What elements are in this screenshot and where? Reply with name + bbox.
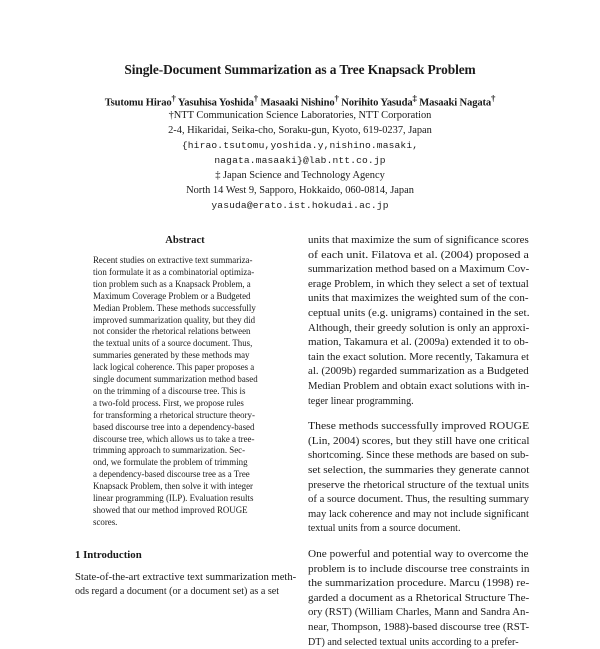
text-line: a dependency-based discourse tree as a Tree xyxy=(93,469,250,480)
text-line: of each unit. Filatova et al. (2004) proposed a xyxy=(308,249,529,261)
text-line: not consider the rhetorical relations between xyxy=(93,326,251,337)
text-line: DT) and selected textual units according to a prefer- xyxy=(308,636,519,648)
text-line: textual units from a source document. xyxy=(308,523,461,535)
text-line: based discourse tree into a dependency-based xyxy=(93,421,255,432)
text-line: problem is to include discourse tree constraints in xyxy=(308,563,530,575)
text-line: discourse tree, which allows us to take a tree- xyxy=(93,433,255,444)
text-line: showed that our method improved ROUGE xyxy=(93,504,248,515)
text-line: One powerful and potential way to overcome the xyxy=(308,548,529,560)
author-mark: † xyxy=(253,93,258,103)
text-line: These methods successfully improved ROUGE xyxy=(308,421,530,433)
text-line: units that maximizes the weighted sum of the con- xyxy=(308,293,529,305)
author-name: Tsutomu Hirao xyxy=(104,97,172,109)
text-line: linear programming (ILP). Evaluation results xyxy=(93,493,254,503)
author-mark: † xyxy=(171,93,176,103)
text-line: mation, Takamura et al. (2009a) extended it to ob- xyxy=(308,337,529,349)
affiliation-2-email: yasuda@erato.ist.hokudai.ac.jp xyxy=(211,200,389,211)
text-line: tion problem such as a Knapsack Problem, a xyxy=(93,278,251,289)
text-line: erage Problem, in which they select a set of textual xyxy=(308,278,529,290)
text-line: set selection, the summaries they generate cannot xyxy=(308,464,530,476)
text-line: may lack coherence and may not include significant xyxy=(308,508,529,520)
text-line: near, Thompson, 1988)-based discourse tree (RST- xyxy=(308,621,530,633)
text-line: teger linear programming. xyxy=(308,395,414,407)
text-line: Although, their greedy solution is only an approxi- xyxy=(308,322,530,334)
text-line: State-of-the-art extractive text summarization meth- xyxy=(75,572,297,583)
text-line: garded a document as a Rhetorical Structure The- xyxy=(308,592,530,604)
text-line: summaries generated by these methods may xyxy=(93,350,250,361)
text-line: tain the exact solution. More recently, Takamura et xyxy=(308,351,530,363)
text-line: Median Problem. These methods successfully xyxy=(93,302,256,313)
author-name: Masaaki Nagata xyxy=(419,97,492,109)
text-line: the summarization procedure. Marcu (1998) re- xyxy=(308,578,530,590)
text-line: on the trimming of a discourse tree. This is xyxy=(93,385,246,396)
affiliation-1-line-1: †NTT Communication Science Laboratories, NTT Corporation xyxy=(168,110,432,121)
text-line: single document summarization method based xyxy=(93,374,258,384)
text-line: ory (RST) (William Charles, Mann and Sandra An- xyxy=(308,607,530,619)
affiliation-2-line-2: North 14 West 9, Sapporo, Hokkaido, 060-0814, Japan xyxy=(186,185,414,196)
text-line: Maximum Coverage Problem or a Budgeted xyxy=(93,290,251,301)
text-line: summarization method based on a Maximum Cov- xyxy=(308,264,530,276)
text-line: Median Problem and obtain exact solutions with in- xyxy=(308,381,530,392)
author-name: Yasuhisa Yoshida xyxy=(177,97,254,109)
text-line: for transforming a rhetorical structure theory- xyxy=(93,409,255,420)
text-line: ods regard a document (or a document set) as a set xyxy=(75,586,280,597)
introduction-heading: 1 Introduction xyxy=(75,549,142,561)
affiliation-1-email-1: {hirao.tsutomu,yoshida.y,nishino.masaki, xyxy=(181,140,419,151)
affiliation-1-line-2: 2-4, Hikaridai, Seika-cho, Soraku-gun, Kyoto, 619-0237, Japan xyxy=(168,125,432,136)
text-line: ceptual units (e.g. unigrams) contained in the set. xyxy=(308,308,530,319)
text-line: units that maximize the sum of significance scores xyxy=(308,235,529,246)
author-name: Norihito Yasuda xyxy=(341,97,413,109)
text-line: the textual units of a source document. Thus, xyxy=(93,338,253,349)
text-line: lack logical coherence. This paper proposes a xyxy=(93,362,255,373)
author-name: Masaaki Nishino xyxy=(260,97,335,109)
text-line: of a source document. Thus, the resulting summary xyxy=(308,494,529,506)
paper-title: Single-Document Summarization as a Tree Knapsack Problem xyxy=(124,62,476,77)
text-line: Recent studies on extractive text summariza- xyxy=(93,255,253,265)
text-line: (Lin, 2004) scores, but they still have one critical xyxy=(308,435,530,447)
text-line: Knapsack Problem, then solve it with integer xyxy=(93,481,253,492)
text-line: trimming approach to summarization. Sec- xyxy=(93,445,246,456)
text-line: shortcoming. Since these methods are based on sub- xyxy=(308,450,529,462)
affiliation-1-email-2: nagata.masaaki}@lab.ntt.co.jp xyxy=(214,155,386,166)
author-mark: † xyxy=(491,93,496,103)
text-line: scores. xyxy=(93,516,118,527)
text-line: preserve the rhetorical structure of the textual units xyxy=(308,479,530,491)
author-mark: † xyxy=(334,93,339,103)
text-line: al. (2009b) regarded summarization as a Budgeted xyxy=(308,366,529,378)
affiliation-2-line-1: ‡ Japan Science and Technology Agency xyxy=(215,170,385,181)
text-line: improved summarization quality, but they did xyxy=(93,314,256,325)
author-mark: ‡ xyxy=(412,93,417,103)
text-line: tion formulate it as a combinatorial optimiza- xyxy=(93,266,255,277)
author-list xyxy=(0,93,600,109)
abstract-heading: Abstract xyxy=(165,235,205,246)
text-line: a two-fold process. First, we propose rules xyxy=(93,397,244,408)
text-line: ond, we formulate the problem of trimming xyxy=(93,457,248,468)
